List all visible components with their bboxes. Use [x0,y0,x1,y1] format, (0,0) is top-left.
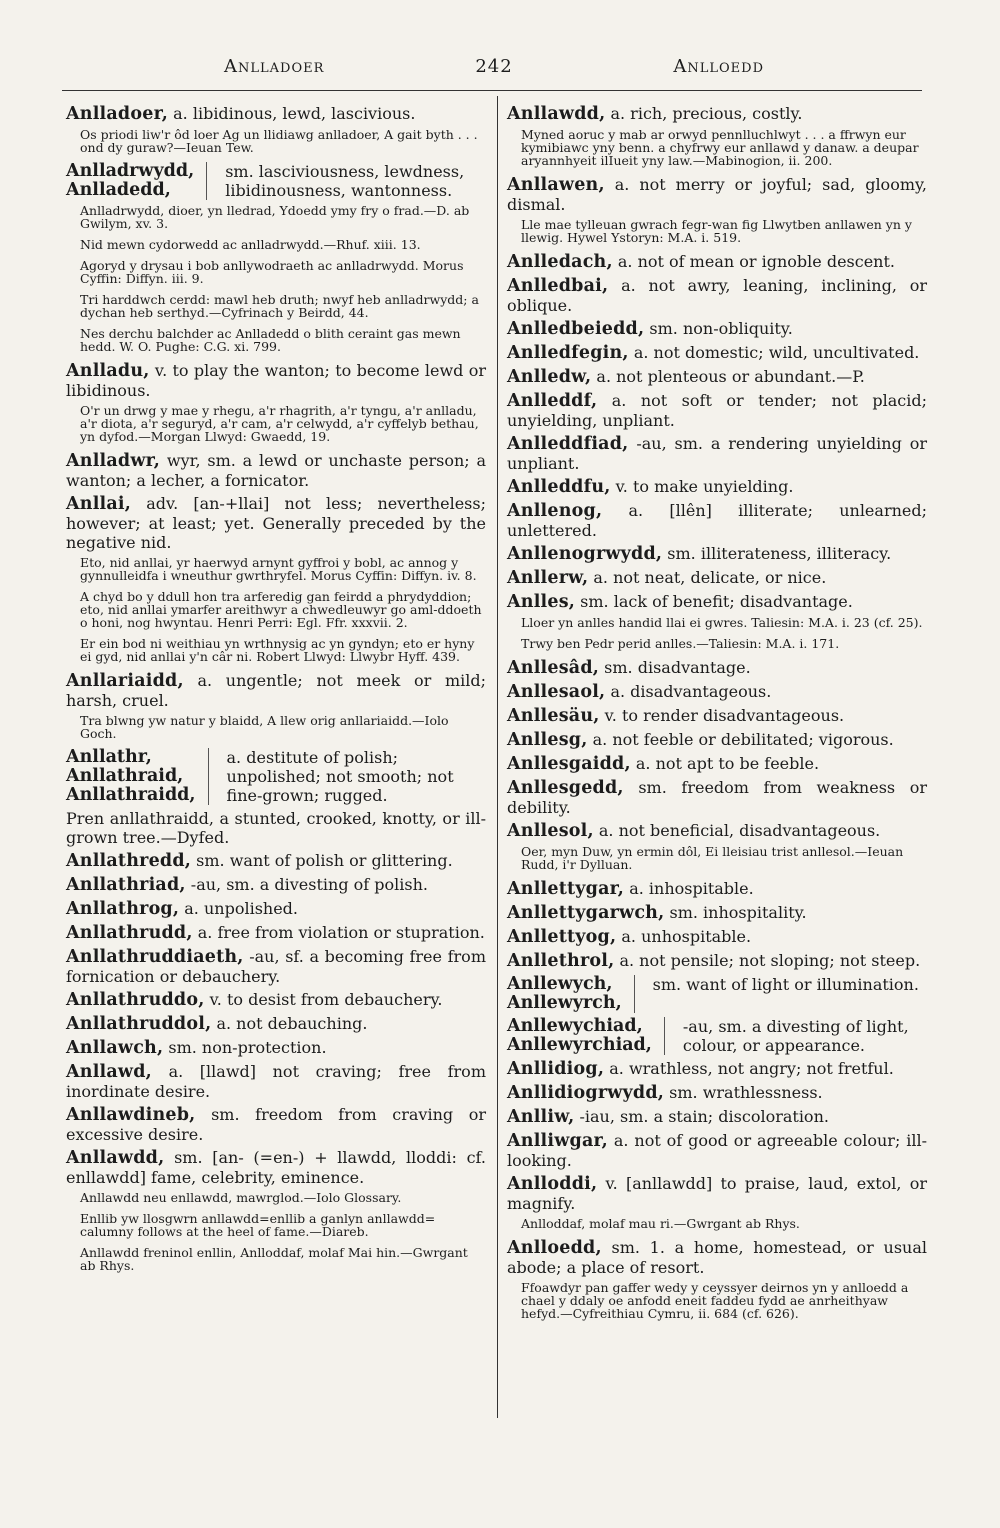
dictionary-entry [507,706,927,726]
definition: a. wrathless, not angry; not fretful. [609,1059,894,1078]
definition: sm. freedom from weakness or debility. [507,778,927,817]
headword-group [507,1017,652,1055]
dictionary-entry [507,175,927,214]
dictionary-entry [66,947,486,986]
definition: sm. 1. a home, homestead, or usual abode; a place of resort. [507,1238,928,1277]
headword: Anlledbai, [507,276,609,296]
page-number: 242 [475,56,513,77]
definition: adv. [an-+llai] not less; nevertheless; however; at least; yet. Generally preceded by the negative nid. [66,494,486,552]
dictionary-entry [507,276,927,315]
headword: Anllesäu, [507,706,600,726]
definition: v. [anllawdd] to praise, laud, extol, or magnify. [507,1174,927,1213]
headword: Anlliwgar, [507,1131,608,1151]
headword: Anllai, [66,494,132,514]
dictionary-entry [507,501,927,540]
citation: Eto, nid anllai, yr haerwyd arnynt gyffroi y bobl, ac annog y gynnulleidfa i wneuthur gwrthryfel. Morus Cyffin: Diffyn. iv. 8. [80,555,477,583]
definition: a. rich, precious, costly. [610,104,803,123]
definition: a. not soft or tender; not placid; unyielding, unpliant. [507,391,927,430]
definition: Pren anllathraidd, a stunted, crooked, knotty, or ill-grown tree.—Dyfed. [66,809,486,847]
definition: a. not apt to be feeble. [635,754,820,773]
citation: Anllawdd freninol enllin, Anlloddaf, molaf Mai hin.—Gwrgant ab Rhys. [80,1245,468,1273]
definition: sm. disadvantage. [604,658,751,677]
dictionary-entry [66,875,486,895]
citation: Os priodi liw'r ôd loer Ag un llidiawg anlladoer, A gait byth . . . ond dy guraw?—Ieuan Tew. [80,127,478,155]
headword: Anllawdd, [66,1148,165,1168]
definition: a. not feeble or debilitated; vigorous. [592,730,894,749]
headword: Anllathrudd, [66,923,193,943]
dictionary-entry [507,1059,927,1079]
header-left-guideword: Anlladoer [224,56,325,77]
definition: a. [llawd] not craving; free from inordinate desire. [66,1062,486,1101]
headword: Anllawen, [507,175,605,195]
dictionary-entry [66,990,486,1010]
citation: Tri harddwch cerdd: mawl heb druth; nwyf heb anlladrwydd; a dychan heb serthyd.—Cyfrinach y Beirdd, 44. [80,292,479,320]
headword: Anlleddfu, [507,477,611,497]
dictionary-entry [66,494,486,552]
dictionary-entry [507,1131,927,1170]
right-column [507,104,927,1328]
headword-group [66,162,194,200]
dictionary-entry [507,544,927,564]
definition: -iau, sm. a stain; discoloration. [579,1107,829,1126]
definition: a. not domestic; wild, uncultivated. [633,343,920,362]
definition: sm. non-protection. [168,1038,327,1057]
dictionary-entry [507,391,927,430]
citation: Er ein bod ni weithiau yn wrthnysig ac yn gyndyn; eto er hyny ei gyd, nid anllai y'n câr ni. Robert Llwyd: Llwybr Hyff. 439. [80,636,475,664]
definition: -au, sf. a becoming free from fornication or debauchery. [66,947,486,986]
headword: Anllettygarwch, [507,903,665,923]
headword: Anlledach, [507,252,613,272]
headword: Anllathruddo, [66,990,205,1010]
headword: Anllawdineb, [66,1105,196,1125]
definition: sm. inhospitality. [669,903,807,922]
headword: Anllettygar, [507,879,625,899]
definition: v. to make unyielding. [615,477,794,496]
headword: Anlladwr, [66,451,161,471]
definition: sm. lasciviousness, lewdness, libidinousness, wantonness. [206,162,486,200]
dictionary-entry [507,951,927,971]
headword: Anllewyrch, [507,993,622,1013]
headword: Anlledbeiedd, [507,319,645,339]
headword: Anllawdd, [507,104,606,124]
citation: A chyd bo y ddull hon tra arferedig gan feirdd a phrydyddion; eto, nid anllai ymarfer areithwyr a chwedleuwyr go aml-ddoeth o honi, nog hwyntau. Henri Perri: Egl. Ffr. xxxvii. 2. [80,589,482,630]
dictionary-entry [507,1107,927,1127]
dictionary-entry [507,434,927,473]
citation: Myned aoruc y mab ar orwyd pennlluchlwyt . . . a ffrwyn eur kymibiawc yny benn. a chyfrwy eur anllawd y danaw. a deupar aryannhyeit ilIueit yny law.—Mabinogion, ii. 200. [521,127,919,168]
headword: Anlloddi, [507,1174,598,1194]
headword: Anllathr, [66,747,152,767]
headword: Anllesol, [507,821,594,841]
dictionary-entry [507,367,927,387]
definition: sm. freedom from craving or excessive desire. [66,1105,487,1144]
headword: Anlleddfiad, [507,434,629,454]
definition: -au, sm. a rendering unyielding or unpliant. [507,434,927,473]
dictionary-entry [507,682,927,702]
citation: Enllib yw llosgwrn anllawdd=enllib a ganlyn anllawdd= calumny follows at the heel of fame.—Diareb. [80,1211,436,1239]
dictionary-entry [66,851,486,871]
dictionary-entry [507,343,927,363]
definition: a. destitute of polish; unpolished; not smooth; not fine-grown; rugged. [208,748,486,805]
definition: a. not neat, delicate, or nice. [593,568,827,587]
dictionary-entry [66,1038,486,1058]
dictionary-entry [66,1105,486,1144]
headword: Anllesâd, [507,658,600,678]
column-divider [497,96,498,1418]
left-column [66,104,486,1280]
headword: Anllewychiad, [507,1016,643,1036]
definition: a. not beneficial, disadvantageous. [598,821,881,840]
definition: -au, sm. a divesting of light, colour, or appearance. [664,1017,927,1055]
header-rule [62,90,922,91]
dictionary-entry [507,778,927,817]
dictionary-entry [66,899,486,919]
definition: sm. [an- (=en-) + llawdd, lloddi: cf. enllawdd] fame, celebrity, eminence. [66,1148,486,1187]
citation: Agoryd y drysau i bob anllywodraeth ac anlladrwydd. Morus Cyffin: Diffyn. iii. 9. [80,258,464,286]
dictionary-entry [507,730,927,750]
definition: -au, sm. a divesting of polish. [190,875,428,894]
citation: Lle mae tylleuan gwrach fegr-wan fig Llwytben anllawen yn y llewig. Hywel Ystoryn: M.A. i. 519. [521,217,912,245]
dictionary-entry [66,1062,486,1101]
definition: sm. wrathlessness. [669,1083,823,1102]
dictionary-entry [66,361,486,400]
headword: Anllathrog, [66,899,180,919]
definition: sm. illiterateness, illiteracy. [667,544,892,563]
dictionary-entry [66,1148,486,1187]
headword-group [507,975,622,1013]
definition: sm. want of polish or glittering. [196,851,453,870]
definition: v. to render disadvantageous. [604,706,845,725]
citation: Tra blwng yw natur y blaidd, A llew orig anllariaidd.—Iolo Goch. [80,713,449,741]
dictionary-entry [507,592,927,612]
dictionary-entry [507,658,927,678]
definition: a. not pensile; not sloping; not steep. [619,951,921,970]
grouped-entry [507,975,927,1013]
dictionary-entry [66,1014,486,1034]
dictionary-entry [66,809,486,847]
citation: Oer, myn Duw, yn ermin dôl, Ei lleisiau trist anllesol.—Ieuan Rudd, i'r Dylluan. [521,844,904,872]
citation: Anllawdd neu enllawdd, mawrglod.—Iolo Glossary. [80,1190,402,1205]
headword: Anlledfegin, [507,343,629,363]
headword: Anlladu, [66,361,150,381]
headword: Anllawch, [66,1038,164,1058]
headword: Anllesgedd, [507,778,624,798]
definition: a. ungentle; not meek or mild; harsh, cruel. [66,671,486,710]
headword: Anllidiogrwydd, [507,1083,665,1103]
dictionary-entry [66,451,486,490]
headword: Anlliw, [507,1107,575,1127]
citation: Nes derchu balchder ac Anlladedd o blith ceraint gas mewn hedd. W. O. Pughe: C.G. xi. 799. [80,326,461,354]
dictionary-entry [507,1083,927,1103]
headword: Anlladrwydd, [66,161,195,181]
grouped-entry [507,1017,927,1055]
definition: a. inhospitable. [629,879,754,898]
dictionary-entry [507,1174,927,1213]
headword: Anlles, [507,592,576,612]
definition: a. free from violation or stupration. [197,923,485,942]
headword: Anllesgaidd, [507,754,631,774]
dictionary-entry [507,319,927,339]
headword: Anlladoer, [66,104,169,124]
headword: Anlleddf, [507,391,598,411]
definition: v. to desist from debauchery. [209,990,443,1009]
headword: Anlloedd, [507,1238,602,1258]
headword: Anllariaidd, [66,671,184,691]
headword: Anllathriad, [66,875,186,895]
headword-group [66,748,196,805]
dictionary-entry [507,879,927,899]
headword: Anllethrol, [507,951,615,971]
dictionary-entry [507,1238,927,1277]
citation: O'r un drwg y mae y rhegu, a'r rhagrith, a'r tyngu, a'r anlladu, a'r diota, a'r seguryd, a'r cam, a'r celwydd, a'r cyffelyb bethau, yn dyfod.—Morgan Llwyd: Gwaedd, 19. [80,403,479,444]
headword: Anllathraid, [66,766,184,786]
headword: Anllerw, [507,568,589,588]
headword: Anllawd, [66,1062,152,1082]
definition: a. [llên] illiterate; unlearned; unlettered. [507,501,927,540]
dictionary-entry [66,671,486,710]
dictionary-entry [507,927,927,947]
header-right-guideword: Anlloedd [673,56,764,77]
headword: Anllewych, [507,974,613,994]
citation: Ffoawdyr pan gaffer wedy y ceyssyer deirnos yn y anlloedd a chael y ddaly oe anfodd eneit faddeu fydd ae anrheithyaw hefyd.—Cyfreithiau Cymru, ii. 684 (cf. 626). [521,1280,909,1321]
definition: sm. want of light or illumination. [634,975,927,1013]
grouped-entry [66,748,486,805]
dictionary-entry [507,568,927,588]
citation: Trwy ben Pedr perid anlles.—Taliesin: M.A. i. 171. [521,636,840,651]
dictionary-entry [66,104,486,124]
headword: Anllathruddiaeth, [66,947,244,967]
definition: a. not plenteous or abundant.—P. [596,367,865,386]
headword: Anllathruddol, [66,1014,212,1034]
headword: Anllidiog, [507,1059,605,1079]
dictionary-entry [507,903,927,923]
definition: a. disadvantageous. [610,682,772,701]
headword: Anllettyog, [507,927,617,947]
dictionary-entry [507,821,927,841]
citation: Anlladrwydd, dioer, yn lledrad, Ydoedd ymy fry o frad.—D. ab Gwilym, xv. 3. [80,203,470,231]
definition: a. not awry, leaning, inclining, or oblique. [507,276,927,315]
definition: a. not of good or agreeable colour; ill-looking. [507,1131,928,1170]
definition: a. not merry or joyful; sad, gloomy, dismal. [507,175,927,214]
definition: a. not debauching. [216,1014,368,1033]
headword: Anllesaol, [507,682,606,702]
citation: Anlloddaf, molaf mau ri.—Gwrgant ab Rhys. [521,1216,800,1231]
headword: Anllenog, [507,501,603,521]
definition: sm. lack of benefit; disadvantage. [580,592,853,611]
dictionary-entry [507,754,927,774]
dictionary-entry [507,252,927,272]
definition: a. not of mean or ignoble descent. [617,252,895,271]
definition: a. unpolished. [184,899,299,918]
headword: Anllewyrchiad, [507,1035,652,1055]
dictionary-entry [507,477,927,497]
grouped-entry [66,162,486,200]
headword: Anllathraidd, [66,785,196,805]
definition: wyr, sm. a lewd or unchaste person; a wanton; a lecher, a fornicator. [66,451,486,490]
headword: Anlladedd, [66,180,171,200]
headword: Anllesg, [507,730,588,750]
citation: Nid mewn cydorwedd ac anlladrwydd.—Rhuf. xiii. 13. [80,237,421,252]
definition: v. to play the wanton; to become lewd or libidinous. [66,361,486,400]
running-header [66,56,922,84]
headword: Anllenogrwydd, [507,544,663,564]
definition: a. libidinous, lewd, lascivious. [173,104,416,123]
dictionary-entry [507,104,927,124]
headword: Anllathredd, [66,851,192,871]
headword: Anlledw, [507,367,592,387]
definition: sm. non-obliquity. [649,319,793,338]
citation: Lloer yn anlles handid llai ei gwres. Taliesin: M.A. i. 23 (cf. 25). [521,615,923,630]
dictionary-entry [66,923,486,943]
definition: a. unhospitable. [621,927,752,946]
